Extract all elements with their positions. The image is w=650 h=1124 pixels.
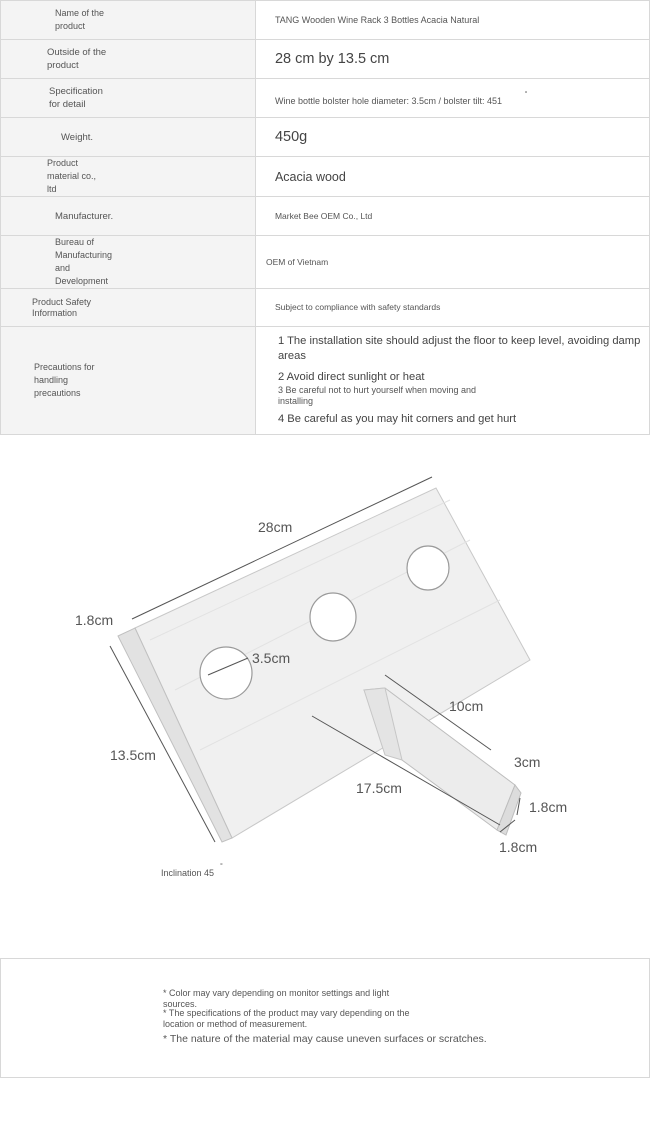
value-bureau: OEM of Vietnam [255,236,649,289]
label-leg-width: 3cm [514,754,541,770]
row-product-name [1,1,650,40]
spec-table [0,0,650,435]
label-material: Product material co., ltd [1,157,256,197]
value-material: Acacia wood [255,157,649,197]
label-bureau: Bureau of Manufacturing and Development [1,236,256,289]
label-inclination-mark: ° [220,863,223,870]
label-product-name: Name of the product [1,1,256,40]
degree-mark: ° [524,90,528,98]
row-bureau [1,236,650,289]
note-material: * The nature of the material may cause uneven surfaces or scratches. [163,1033,487,1045]
value-safety: Subject to compliance with safety standards [255,289,649,327]
label-height: 13.5cm [110,747,156,763]
label-length: 28cm [258,519,293,535]
row-safety [1,289,650,327]
precaution-2: 2 Avoid direct sunlight or heat [277,371,425,383]
precaution-3: 3 Be careful not to hurt yourself when moving and installing [277,385,477,406]
label-outside: Outside of the product [1,40,256,79]
label-safety: Product Safety Information [1,289,256,327]
label-manufacturer: Manufacturer. [1,197,256,236]
bottle-hole-2 [310,593,356,641]
label-leg-thickness: 1.8cm [529,799,568,815]
label-leg-bottom: 1.8cm [499,839,538,855]
value-specification [255,79,649,118]
bottle-hole-3 [407,546,449,590]
label-thickness-left: 1.8cm [75,612,114,628]
label-leg-length: 10cm [449,698,484,714]
label-diagonal: 17.5cm [356,780,402,796]
specification-text: Wine bottle bolster hole diameter: 3.5cm / bolster tilt: 451 [274,95,503,106]
dimension-diagram [0,418,650,958]
label-weight: Weight. [1,118,256,157]
precaution-4: 4 Be careful as you may hit corners and get hurt [277,413,517,425]
row-material [1,157,650,197]
note-color: * Color may vary depending on monitor settings and light sources. [163,988,390,1009]
notes-panel [0,958,650,1078]
label-specification: Specification for detail [1,79,256,118]
row-manufacturer [1,197,650,236]
label-hole: 3.5cm [252,650,291,666]
label-inclination: Inclination 45 [161,868,215,878]
value-weight: 450g [255,118,649,157]
value-manufacturer: Market Bee OEM Co., Ltd [255,197,649,236]
row-weight [1,118,650,157]
value-product-name: TANG Wooden Wine Rack 3 Bottles Acacia Natural [255,1,649,40]
label-precautions: Precautions for handling precautions [1,327,256,435]
value-outside: 28 cm by 13.5 cm [255,40,649,79]
precaution-1: 1 The installation site should adjust the floor to keep level, avoiding damp areas [277,335,641,362]
note-specification: * The specifications of the product may vary depending on the location or method of measurement. [163,1008,410,1029]
wine-rack-drawing [0,418,650,958]
bottle-hole-1 [200,647,252,699]
row-specification [1,79,650,118]
row-outside [1,40,650,79]
